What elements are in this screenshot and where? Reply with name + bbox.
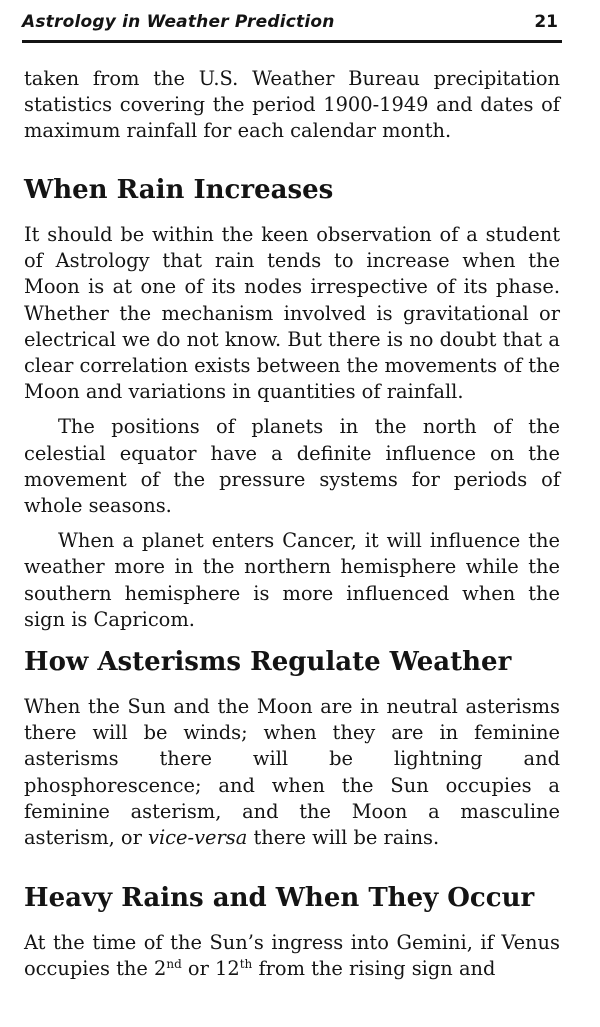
- running-head-title: Astrology in Weather Prediction: [22, 12, 335, 32]
- superscript: th: [239, 957, 253, 972]
- heading-asterisms: How Asterisms Regulate Weather: [24, 647, 512, 677]
- section-rain-body: [24, 222, 560, 633]
- heading-when-rain-increases: When Rain Increases: [24, 175, 334, 205]
- heading-heavy-rains: Heavy Rains and When They Occur: [24, 883, 535, 913]
- section-heavy-rains-body: [24, 930, 560, 982]
- text-run: or 12: [181, 957, 240, 981]
- text-run: At the time of the Sun’s ingress into Gemini, if Venus occupies the 2: [24, 931, 560, 981]
- paragraph: It should be within the keen observation of a student of Astrology that rain tends to increase when the Moon is at one of its nodes irrespective of its phase. Whether the mechanism involved is gravitational or electrical we do not know. But there is no doubt that a clear correlation exists between the movements of the Moon and variations in quantities of rainfall.: [24, 223, 560, 404]
- paragraph: [24, 694, 560, 851]
- text-run: When the Sun and the Moon are in neutral asterisms there will be winds; when they are in feminine asterisms there will be lightning and phosphorescence; and when the Sun occupies a feminine asterism, and the Moon a masculine asterism, or: [24, 695, 560, 850]
- text-run: from the rising sign and: [252, 957, 496, 981]
- header-rule: [22, 40, 562, 43]
- intro-block: [24, 66, 560, 145]
- paragraph: [24, 930, 560, 982]
- intro-paragraph: taken from the U.S. Weather Bureau precipitation statistics covering the period 1900-1949 and dates of maximum rainfall for each calendar month.: [24, 67, 560, 143]
- page-number: 21: [534, 12, 558, 32]
- section-asterisms-body: [24, 694, 560, 851]
- italic-term: vice-versa: [148, 826, 248, 850]
- superscript: nd: [166, 957, 182, 972]
- text-run: there will be rains.: [247, 826, 440, 850]
- running-head: [22, 10, 562, 38]
- paragraph: When a planet enters Cancer, it will influence the weather more in the northern hemisphere while the southern hemisphere is more influenced when the sign is Capricom.: [24, 529, 560, 631]
- paragraph: The positions of planets in the north of the celestial equator have a definite influence on the movement of the pressure systems for periods of whole seasons.: [24, 415, 560, 518]
